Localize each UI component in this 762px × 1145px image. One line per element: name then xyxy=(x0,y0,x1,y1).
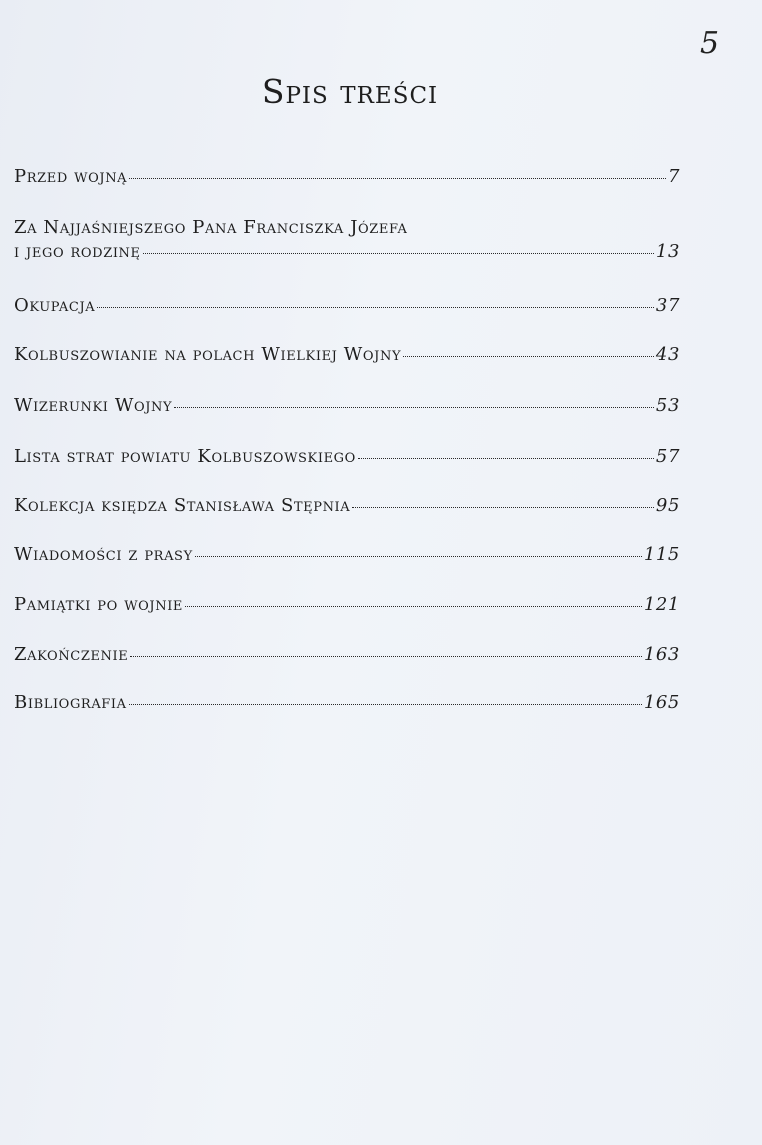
toc-entry-title: Lista strat powiatu Kolbuszowskiego xyxy=(14,446,356,467)
toc-entry-title: Przed wojną xyxy=(14,166,128,187)
toc-entry-title: Wizerunki Wojny xyxy=(14,395,173,416)
toc-entry-title: i jego rodzinę xyxy=(14,241,141,262)
dot-leader xyxy=(195,556,642,557)
toc-entry[interactable] xyxy=(14,692,680,713)
toc-entry-title: Kolekcja księdza Stanisława Stępnia xyxy=(14,495,351,516)
dot-leader xyxy=(358,458,654,459)
page-title: Spis treści xyxy=(261,72,439,111)
dot-leader xyxy=(403,356,654,357)
dot-leader xyxy=(174,407,654,408)
toc-entry-page: 165 xyxy=(643,692,680,713)
dot-leader xyxy=(129,704,642,705)
toc-entry[interactable] xyxy=(14,544,680,565)
toc-entry-title: Bibliografia xyxy=(14,692,127,713)
toc-entry-page: 43 xyxy=(655,344,680,365)
toc-entry[interactable] xyxy=(14,644,680,665)
toc-entry-title: Pamiątki po wojnie xyxy=(14,594,184,615)
dot-leader xyxy=(352,507,654,508)
toc-entry-page: 115 xyxy=(643,544,680,565)
toc-entry-page: 121 xyxy=(643,594,680,615)
toc-entry[interactable] xyxy=(14,217,680,262)
toc-entry-page: 53 xyxy=(655,395,680,416)
toc-entry[interactable] xyxy=(14,495,680,516)
page-number: 5 xyxy=(700,26,720,61)
toc-entry[interactable] xyxy=(14,395,680,416)
toc-entry-title: Okupacja xyxy=(14,295,96,316)
toc-entry[interactable] xyxy=(14,594,680,615)
dot-leader xyxy=(143,253,654,254)
dot-leader xyxy=(185,606,642,607)
toc-entry-page: 7 xyxy=(667,166,680,187)
toc-entry-title: Zakończenie xyxy=(14,644,129,665)
toc-entry[interactable] xyxy=(14,446,680,467)
dot-leader xyxy=(97,307,654,308)
toc-entry-title: Kolbuszowianie na polach Wielkiej Wojny xyxy=(14,344,402,365)
toc-entry[interactable] xyxy=(14,344,680,365)
dot-leader xyxy=(129,178,666,179)
toc-entry-title: Wiadomości z prasy xyxy=(14,544,193,565)
toc-entry-page: 163 xyxy=(643,644,680,665)
toc-entry-page: 13 xyxy=(655,241,680,262)
toc-entry-page: 95 xyxy=(655,495,680,516)
toc-entry-page: 37 xyxy=(655,295,680,316)
toc-entry[interactable] xyxy=(14,166,680,187)
toc-entry[interactable] xyxy=(14,295,680,316)
toc-entry-page: 57 xyxy=(655,446,680,467)
dot-leader xyxy=(130,656,641,657)
toc-entry-title-line1: Za Najjaśniejszego Pana Franciszka Józefa xyxy=(14,217,408,238)
